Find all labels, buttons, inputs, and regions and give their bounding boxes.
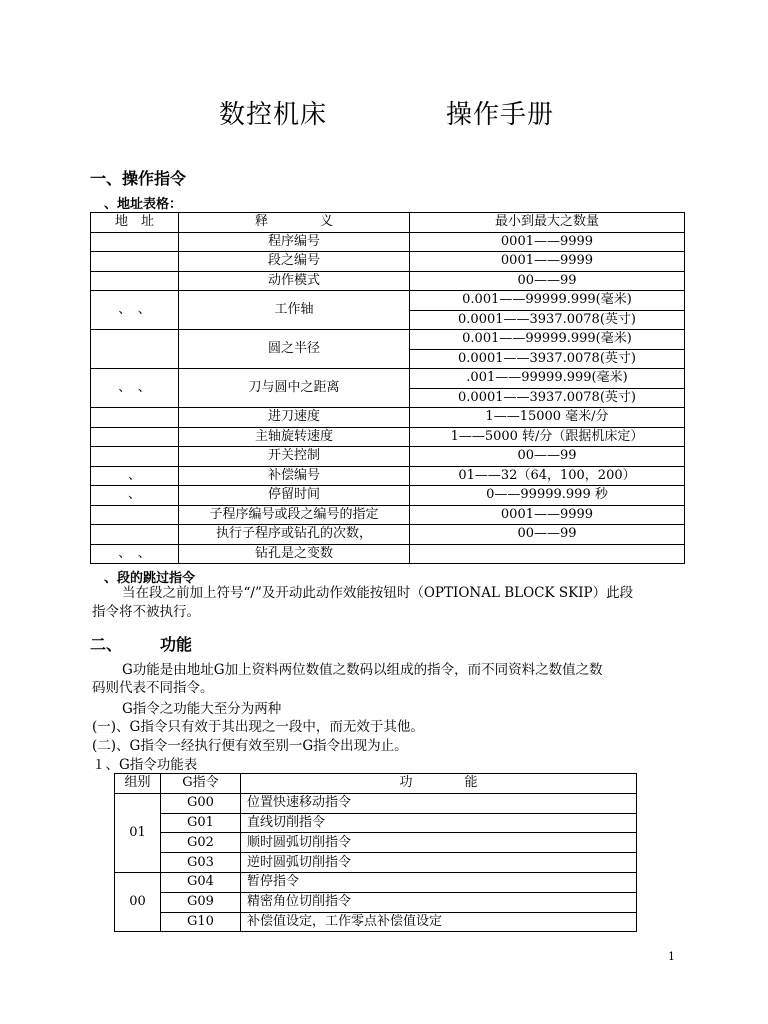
meaning-cell: 程序编号 — [179, 232, 410, 252]
document-title-left: 数控机床 — [219, 100, 328, 130]
meaning-cell: 进刀速度 — [179, 408, 410, 428]
g-code-cell: G01 — [161, 813, 241, 833]
range-cell: 1——5000 转/分（跟据机床定） — [410, 427, 685, 447]
range-cell-inch: 0.0001——3937.0078(英寸) — [410, 310, 685, 330]
range-cell — [410, 544, 685, 564]
function-cell: 补偿值设定，工作零点补偿值设定 — [241, 912, 637, 932]
function-cell: 逆时圆弧切削指令 — [241, 853, 637, 873]
section-1-heading: 一、操作指令 — [90, 169, 187, 188]
table-row — [91, 232, 685, 252]
address-cell: 、 、 — [91, 369, 179, 408]
address-table-heading: 、地址表格： — [104, 197, 183, 212]
address-cell: 、 — [91, 486, 179, 506]
meaning-cell: 子程序编号或段之编号的指定 — [179, 505, 410, 525]
range-cell-inch: 0.0001——3937.0078(英寸) — [410, 388, 685, 408]
g-function-type-1: (一)、G指令只有效于其出现之一段中，而无效于其他。 — [92, 719, 424, 735]
header-group: 组别 — [115, 774, 161, 794]
header-meaning: 释 义 — [179, 213, 410, 233]
table-row — [91, 505, 685, 525]
range-cell-inch: 0.0001——3937.0078(英寸) — [410, 349, 685, 369]
table-row — [91, 369, 685, 389]
function-cell: 暂停指令 — [241, 872, 637, 892]
table-row — [91, 544, 685, 564]
meaning-cell: 补偿编号 — [179, 466, 410, 486]
page-number: 1 — [668, 950, 675, 963]
group-cell: 01 — [115, 793, 161, 872]
header-function: 功 能 — [241, 774, 637, 794]
g-code-cell: G03 — [161, 853, 241, 873]
meaning-cell: 圆之半径 — [179, 330, 410, 369]
table-row — [115, 892, 637, 912]
address-cell: 、 、 — [91, 544, 179, 564]
g-function-type-2: (二)、G指令一经执行便有效至别一G指令出现为止。 — [92, 738, 408, 754]
block-skip-text-line-1: 当在段之前加上符号“/”及开动此动作效能按钮时（OPTIONAL BLOCK SKIP）此段 — [122, 585, 634, 601]
g-code-cell: G09 — [161, 892, 241, 912]
section-2-number: 二、 — [90, 635, 123, 654]
g-function-table — [114, 773, 637, 932]
address-cell — [91, 232, 179, 252]
function-cell: 精密角位切削指令 — [241, 892, 637, 912]
range-cell-mm: .001——99999.999(毫米) — [410, 369, 685, 389]
address-cell: 、 — [91, 466, 179, 486]
table-row — [91, 252, 685, 272]
table-row — [115, 813, 637, 833]
meaning-cell: 执行子程序或钻孔的次数， — [179, 525, 410, 545]
table-row — [115, 872, 637, 892]
table-row — [91, 271, 685, 291]
address-cell — [91, 330, 179, 369]
g-table-caption: １、G指令功能表 — [92, 757, 198, 773]
function-cell: 顺时圆弧切削指令 — [241, 833, 637, 853]
range-cell: 0001——9999 — [410, 232, 685, 252]
g-code-cell: G04 — [161, 872, 241, 892]
address-table — [90, 212, 685, 564]
address-cell — [91, 252, 179, 272]
address-cell — [91, 525, 179, 545]
range-cell: 0——99999.999 秒 — [410, 486, 685, 506]
function-cell: 位置快速移动指令 — [241, 793, 637, 813]
address-cell — [91, 427, 179, 447]
table-row — [91, 466, 685, 486]
table-row — [115, 853, 637, 873]
g-function-types-intro: G指令之功能大至分为两种 — [122, 701, 282, 717]
table-row — [91, 330, 685, 350]
table-row — [115, 912, 637, 932]
address-cell: 、 、 — [91, 291, 179, 330]
document-title-right: 操作手册 — [446, 100, 555, 130]
address-cell — [91, 271, 179, 291]
table-row — [115, 793, 637, 813]
range-cell: 00——99 — [410, 271, 685, 291]
meaning-cell: 主轴旋转速度 — [179, 427, 410, 447]
range-cell: 0001——9999 — [410, 505, 685, 525]
g-function-paragraph-line-2: 码则代表不同指令。 — [92, 680, 214, 696]
range-cell: 00——99 — [410, 447, 685, 467]
block-skip-text-line-2: 指令将不被执行。 — [92, 604, 200, 620]
meaning-cell: 段之编号 — [179, 252, 410, 272]
table-row — [91, 408, 685, 428]
meaning-cell: 停留时间 — [179, 486, 410, 506]
meaning-cell: 工作轴 — [179, 291, 410, 330]
g-code-cell: G00 — [161, 793, 241, 813]
meaning-cell: 钻孔是之变数 — [179, 544, 410, 564]
table-row — [91, 525, 685, 545]
header-range: 最小到最大之数量 — [410, 213, 685, 233]
meaning-cell: 刀与圆中之距离 — [179, 369, 410, 408]
g-function-paragraph-line-1: G功能是由地址G加上资料两位数值之数码以组成的指令，而不同资料之数值之数 — [122, 662, 603, 678]
g-code-cell: G02 — [161, 833, 241, 853]
block-skip-heading: 、段的跳过指令 — [104, 571, 196, 586]
table-row — [91, 486, 685, 506]
header-address: 地 址 — [91, 213, 179, 233]
section-2-heading: 功能 — [160, 635, 193, 654]
meaning-cell: 开关控制 — [179, 447, 410, 467]
table-row — [91, 447, 685, 467]
meaning-cell: 动作模式 — [179, 271, 410, 291]
range-cell: 00——99 — [410, 525, 685, 545]
group-cell: 00 — [115, 872, 161, 931]
range-cell: 01——32（64，100，200） — [410, 466, 685, 486]
address-cell — [91, 447, 179, 467]
range-cell: 1——15000 毫米/分 — [410, 408, 685, 428]
table-row — [91, 291, 685, 311]
g-code-cell: G10 — [161, 912, 241, 932]
function-cell: 直线切削指令 — [241, 813, 637, 833]
address-cell — [91, 505, 179, 525]
range-cell-mm: 0.001——99999.999(毫米) — [410, 291, 685, 311]
address-cell — [91, 408, 179, 428]
header-g-code: G指令 — [161, 774, 241, 794]
table-row — [115, 833, 637, 853]
range-cell-mm: 0.001——99999.999(毫米) — [410, 330, 685, 350]
range-cell: 0001——9999 — [410, 252, 685, 272]
table-row — [91, 427, 685, 447]
table-header-row — [91, 213, 685, 233]
table-header-row — [115, 774, 637, 794]
